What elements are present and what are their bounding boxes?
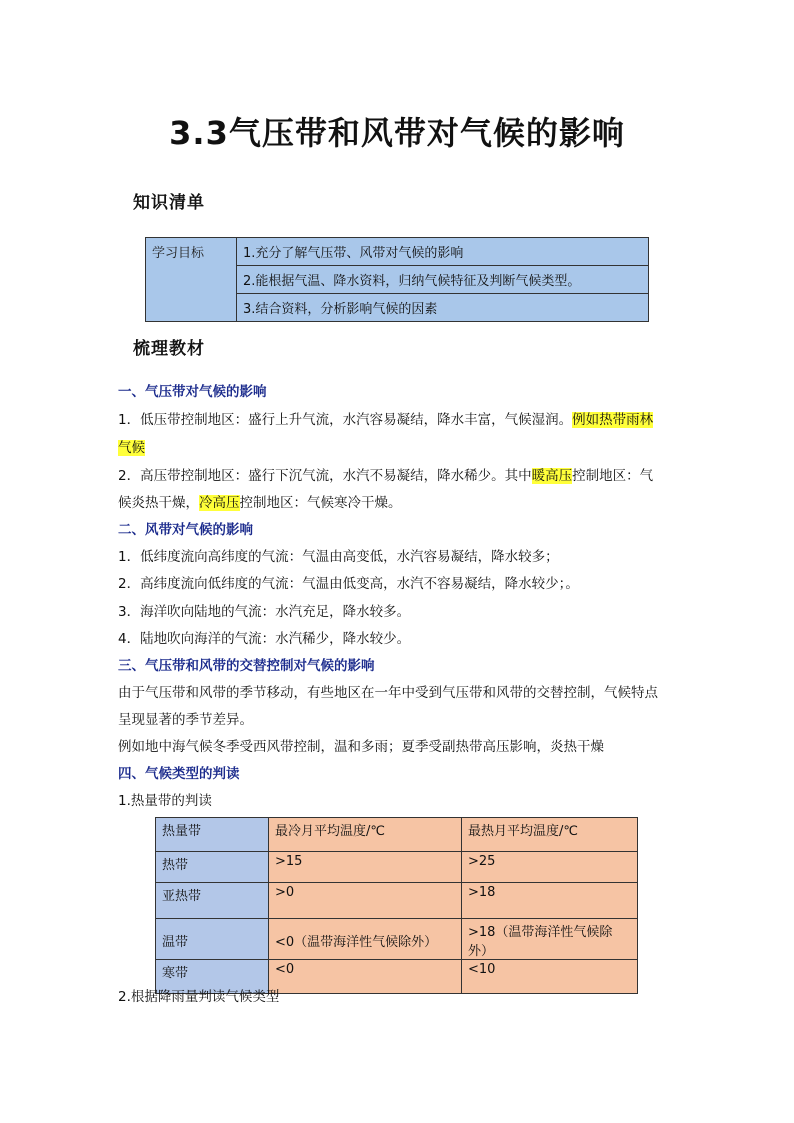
table-cell: <10	[462, 960, 638, 994]
section-4-subheading-2: 2.根据降雨量判读气候类型	[118, 989, 280, 1005]
table-cell: 温带	[156, 919, 269, 960]
section-2-heading: 二、风带对气候的影响	[118, 522, 253, 538]
table-row	[156, 883, 638, 919]
table-cell: 寒带	[156, 960, 269, 994]
table-cell: <0（温带海洋性气候除外）	[269, 919, 462, 960]
table-row	[156, 919, 638, 960]
table-cell: 亚热带	[156, 883, 269, 919]
table-cell: >18	[462, 883, 638, 919]
text-span: 候炎热干燥，	[118, 495, 199, 511]
section-1-paragraph-2-cont	[118, 489, 402, 517]
table-cell: 热带	[156, 852, 269, 883]
highlight-span: 暖高压	[531, 468, 573, 484]
section-3-heading: 三、气压带和风带的交替控制对气候的影响	[118, 658, 375, 674]
section-3-line: 呈现显著的季节差异。	[118, 712, 253, 728]
goals-label: 学习目标	[146, 238, 237, 322]
section-1-paragraph-1	[118, 406, 653, 434]
learning-goals-table	[145, 237, 649, 322]
table-cell: <0	[269, 960, 462, 994]
text-span: 1．低压带控制地区：盛行上升气流，水汽容易凝结，降水丰富，气候湿润。	[118, 412, 573, 428]
section-2-item: 3．海洋吹向陆地的气流：水汽充足，降水较多。	[118, 604, 411, 620]
section-2-item: 2．高纬度流向低纬度的气流：气温由低变高，水汽不容易凝结，降水较少；。	[118, 576, 579, 592]
section-4-subheading-1: 1.热量带的判读	[118, 793, 212, 809]
section-2-item: 1．低纬度流向高纬度的气流：气温由高变低，水汽容易凝结，降水较多；	[118, 549, 559, 565]
section-1-paragraph-1-cont	[118, 434, 145, 462]
table-cell: >15	[269, 852, 462, 883]
text-span: 控制地区：气候寒冷干燥。	[239, 495, 402, 511]
text-span: 控制地区：气	[572, 468, 654, 484]
heat-zone-table	[155, 817, 638, 994]
goal-item: 1.充分了解气压带、风带对气候的影响	[237, 238, 649, 266]
table-cell: >0	[269, 883, 462, 919]
table-header-cell: 最热月平均温度/℃	[462, 818, 638, 852]
table-row	[156, 852, 638, 883]
goal-item: 2.能根据气温、降水资料，归纳气候特征及判断气候类型。	[237, 266, 649, 294]
section-3-line: 由于气压带和风带的季节移动，有些地区在一年中受到气压带和风带的交替控制，气候特点	[118, 685, 658, 701]
section-3-line: 例如地中海气候冬季受西风带控制，温和多雨；夏季受副热带高压影响，炎热干燥	[118, 739, 604, 755]
table-header-cell: 热量带	[156, 818, 269, 852]
section-4-heading: 四、气候类型的判读	[118, 766, 240, 782]
table-header-cell: 最冷月平均温度/℃	[269, 818, 462, 852]
section-1-paragraph-2	[118, 462, 653, 490]
heading-textbook-review: 梳理教材	[133, 339, 205, 359]
heading-knowledge-list: 知识清单	[133, 193, 205, 213]
section-2-item: 4．陆地吹向海洋的气流：水汽稀少，降水较少。	[118, 631, 411, 647]
goal-item: 3.结合资料，分析影响气候的因素	[237, 294, 649, 322]
highlight-span: 冷高压	[199, 495, 240, 511]
table-cell: >25	[462, 852, 638, 883]
highlight-span: 例如热带雨林	[572, 412, 654, 428]
text-span: 2．高压带控制地区：盛行下沉气流，水汽不易凝结，降水稀少。其中	[118, 468, 532, 484]
page-title: 3.3气压带和风带对气候的影响	[169, 114, 625, 152]
section-1-heading: 一、气压带对气候的影响	[118, 384, 267, 400]
highlight-span: 气候	[118, 440, 145, 456]
table-cell: >18（温带海洋性气候除外）	[462, 919, 638, 960]
